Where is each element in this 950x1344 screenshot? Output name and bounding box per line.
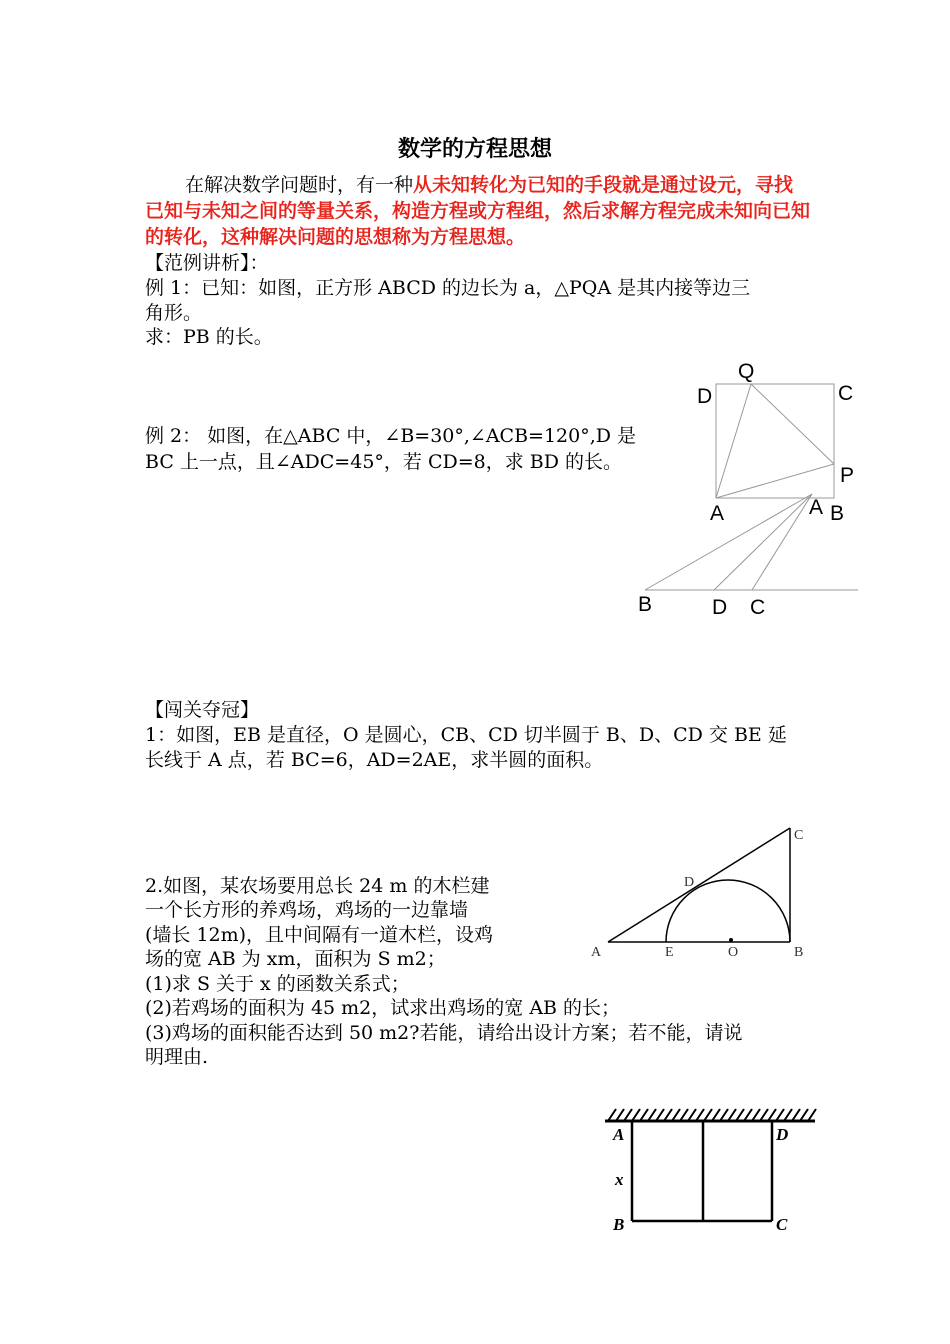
problem2-line4: 场的宽 AB 为 xm，面积为 S m2； <box>145 948 446 970</box>
semi-label-b: B <box>794 945 804 960</box>
problem2-question3: (3)鸡场的面积能否达到 50 m2?若能，请给出设计方案；若不能，请说 <box>145 1022 743 1044</box>
wall-hatch-mark <box>808 1109 816 1121</box>
page-title: 数学的方程思想 <box>397 136 552 162</box>
wall-hatch-mark <box>696 1109 704 1121</box>
wall-hatch-mark <box>800 1109 808 1121</box>
wall-hatch-mark <box>752 1109 760 1121</box>
semi-label-o: O <box>728 945 739 960</box>
tri-label-a: A <box>809 496 824 519</box>
wall-hatch-mark <box>656 1109 664 1121</box>
problem2-line3: (墙长 12m)，且中间隔有一道木栏，设鸡 <box>145 924 494 946</box>
problem1-line1: 1：如图，EB 是直径，O 是圆心，CB、CD 切半圆于 B、D、CD 交 BE 延 <box>145 724 787 746</box>
intro-highlight-text: 从未知转化为已知的手段就是通过设元，寻找已知与未知之间的等量关系，构造方程或方程组，然后求解方程完成未知向已知的转化，这种解决问题的思想称为方程思想。 <box>145 174 811 248</box>
segment-ap <box>716 464 834 498</box>
wall-hatch-mark <box>728 1109 736 1121</box>
problem1-line2: 长线于 A 点，若 BC=6，AD=2AE，求半圆的面积。 <box>145 749 604 771</box>
wall-hatch-mark <box>632 1109 640 1121</box>
wall-hatch-mark <box>704 1109 712 1121</box>
wall-hatch-mark <box>712 1109 720 1121</box>
example2-line1: 例 2： 如图，在△ABC 中，∠B=30°,∠ACB=120°,D 是 <box>145 425 637 447</box>
tri-label-d: D <box>712 596 728 619</box>
tri-label-b: B <box>638 593 653 616</box>
wall-hatch-mark <box>784 1109 792 1121</box>
segment-aq <box>716 384 751 498</box>
wall-hatch-mark <box>792 1109 800 1121</box>
problem2-line2: 一个长方形的养鸡场，鸡场的一边靠墙 <box>145 899 469 921</box>
wall-hatch-mark <box>664 1109 672 1121</box>
wall-hatch-mark <box>688 1109 696 1121</box>
label-q: Q <box>738 360 755 383</box>
problem2-line1: 2.如图，某农场要用总长 24 m 的木栏建 <box>145 875 490 897</box>
wall-hatch-mark <box>768 1109 776 1121</box>
example1-line3: 求：PB 的长。 <box>145 326 273 348</box>
triangle-figure <box>645 494 858 590</box>
wall-hatch-mark <box>608 1109 616 1121</box>
semi-label-d: D <box>684 875 695 890</box>
intro-normal-text: 在解决数学问题时，有一种 <box>185 174 414 196</box>
semi-label-c: C <box>794 828 804 843</box>
wall-hatch-mark <box>640 1109 648 1121</box>
wall-hatch-mark <box>648 1109 656 1121</box>
center-point-o <box>729 938 733 942</box>
wall-hatch-mark <box>744 1109 752 1121</box>
problem2-question2: (2)若鸡场的面积为 45 m2，试求出鸡场的宽 AB 的长； <box>145 997 621 1019</box>
square-figure <box>716 384 834 498</box>
farm-label-a: A <box>613 1125 625 1144</box>
segment-ac <box>608 828 790 942</box>
problem2-question3-cont: 明理由. <box>145 1046 209 1068</box>
label-d: D <box>697 385 713 408</box>
wall-hatch-mark <box>680 1109 688 1121</box>
farm-label-x: x <box>615 1170 624 1189</box>
farm-label-b: B <box>613 1215 625 1234</box>
wall-hatch-mark <box>760 1109 768 1121</box>
section-heading-challenges: 【闯关夺冠】 <box>145 699 260 721</box>
segment-ca <box>752 494 812 590</box>
example1-line2: 角形。 <box>145 302 203 324</box>
wall-hatch-mark <box>672 1109 680 1121</box>
wall-hatch-mark <box>616 1109 624 1121</box>
section-heading-examples: 【范例讲析】： <box>145 252 269 274</box>
label-a: A <box>710 502 725 525</box>
label-p: P <box>840 464 855 487</box>
example2-line2: BC 上一点，且∠ADC=45°，若 CD=8，求 BD 的长。 <box>145 451 622 473</box>
label-c: C <box>838 382 854 405</box>
wall-hatch-mark <box>776 1109 784 1121</box>
wall-hatch-mark <box>736 1109 744 1121</box>
label-b: B <box>830 502 845 525</box>
segment-qp <box>751 384 834 464</box>
farm-label-c: C <box>776 1215 788 1234</box>
semi-label-e: E <box>665 945 674 960</box>
semi-label-a: A <box>591 945 602 960</box>
problem2-question1: (1)求 S 关于 x 的函数关系式； <box>145 973 410 995</box>
tri-label-c: C <box>750 596 766 619</box>
farm-label-d: D <box>776 1125 789 1144</box>
example1-line1: 例 1：已知：如图，正方形 ABCD 的边长为 a，△PQA 是其内接等边三 <box>145 277 751 299</box>
semicircle-figure <box>608 828 790 942</box>
wall-hatch-mark <box>720 1109 728 1121</box>
wall-hatch-mark <box>624 1109 632 1121</box>
